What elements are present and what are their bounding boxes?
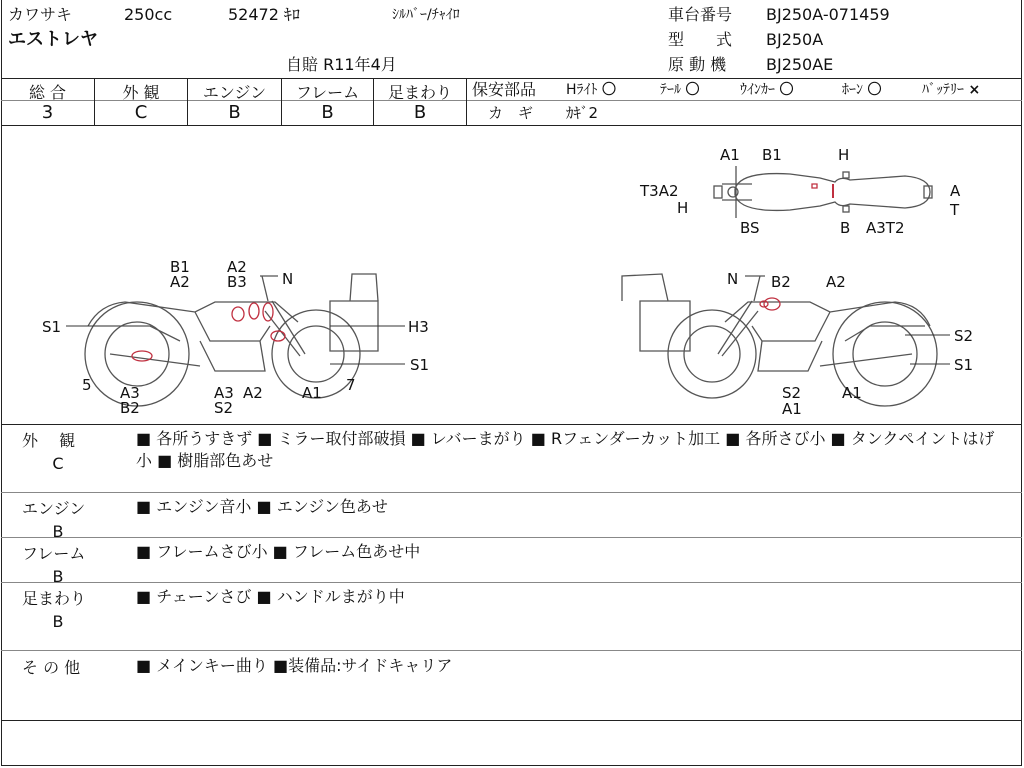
bike-diagram bbox=[0, 126, 1022, 424]
safety-winker: ｳｲﾝｶｰ 〇 bbox=[740, 82, 794, 98]
label-left-7: 7 bbox=[346, 376, 356, 394]
engine-value: BJ250AE bbox=[766, 55, 834, 74]
label-top-a1: A1 bbox=[720, 146, 740, 164]
label-top-bs: BS bbox=[740, 219, 760, 237]
safety-tail: ﾃｰﾙ 〇 bbox=[660, 82, 700, 98]
grade-label-engine: エンジン bbox=[202, 83, 267, 102]
label-right-s1: S1 bbox=[954, 356, 974, 374]
safety-battery: ﾊﾞｯﾃﾘｰ × bbox=[922, 82, 981, 98]
note-label-exterior: 外 観 C bbox=[22, 428, 94, 473]
safety-horn-mark: 〇 bbox=[867, 82, 882, 98]
label-left-s1: S1 bbox=[42, 318, 62, 336]
divider bbox=[1, 650, 1022, 651]
label-top-t: T bbox=[950, 201, 960, 219]
label-left-h3: H3 bbox=[408, 318, 429, 336]
grade-value-suspension: B bbox=[413, 102, 427, 123]
label-top-h2: H bbox=[677, 199, 689, 217]
divider bbox=[1, 582, 1022, 583]
engine-label: 原 動 機 bbox=[668, 55, 727, 74]
insurance: 自賠 R11年4月 bbox=[286, 55, 397, 74]
label-left-s2: S2 bbox=[214, 399, 234, 417]
note-grade-suspension: B bbox=[52, 612, 64, 631]
grade-label-exterior: 外 観 bbox=[122, 83, 160, 102]
note-grade-engine: B bbox=[52, 522, 64, 541]
model-name: エストレヤ bbox=[8, 29, 98, 50]
safety-headlight-mark: 〇 bbox=[601, 82, 616, 98]
safety-horn: ﾎｰﾝ 〇 bbox=[842, 82, 882, 98]
note-grade-frame: B bbox=[52, 567, 64, 586]
divider bbox=[1, 720, 1022, 721]
note-text-frame: ■ フレームさび小 ■ フレーム色あせ中 bbox=[136, 542, 421, 561]
note-text-exterior: ■ 各所うすきず ■ ミラー取付部破損 ■ レバーまがり ■ Rフェンダーカット加工 ■ 各所さび小 ■ タンクペイントはげ小 ■ 樹脂部色あせ bbox=[136, 429, 995, 470]
label-left-b2: B2 bbox=[120, 399, 140, 417]
label-left-5: 5 bbox=[82, 376, 92, 394]
grade-value-exterior: C bbox=[134, 102, 148, 123]
note-label-other: そ の 他 bbox=[22, 658, 81, 677]
type-label: 型 式 bbox=[668, 30, 733, 49]
grade-label-frame: フレーム bbox=[295, 83, 360, 102]
type-value: BJ250A bbox=[766, 30, 824, 49]
note-text-engine: ■ エンジン音小 ■ エンジン色あせ bbox=[136, 497, 388, 516]
label-left-a3b: A3 bbox=[214, 384, 234, 402]
label-left-b3: B3 bbox=[227, 273, 247, 291]
label-right-n: N bbox=[727, 270, 739, 288]
label-left-s1b: S1 bbox=[410, 356, 430, 374]
divider bbox=[466, 78, 467, 125]
label-right-a1: A1 bbox=[782, 400, 802, 418]
displacement: 250cc bbox=[124, 5, 173, 24]
label-right-b2: B2 bbox=[771, 273, 791, 291]
grade-value-engine: B bbox=[228, 102, 241, 123]
safety-tail-mark: 〇 bbox=[685, 82, 700, 98]
grade-label-suspension: 足まわり bbox=[387, 83, 452, 102]
divider bbox=[1, 78, 1022, 79]
note-label-engine: エンジン B bbox=[22, 496, 94, 541]
right-side-bike bbox=[622, 274, 937, 406]
safety-label: 保安部品 bbox=[472, 80, 537, 99]
key-value: ｶｷﾞ2 bbox=[566, 104, 599, 122]
divider bbox=[467, 100, 1022, 101]
note-grade-exterior: C bbox=[52, 454, 64, 473]
top-view-bike bbox=[714, 166, 932, 218]
label-left-a2: A2 bbox=[170, 273, 190, 291]
note-label-frame: フレーム B bbox=[22, 541, 94, 586]
label-left-a2c: A2 bbox=[243, 384, 263, 402]
grade-value-frame: B bbox=[321, 102, 334, 123]
key-label: カ ギ bbox=[488, 104, 534, 122]
label-top-b1: B1 bbox=[762, 146, 782, 164]
note-label-suspension: 足まわり B bbox=[22, 586, 94, 631]
safety-battery-mark: × bbox=[968, 82, 981, 98]
color: ｼﾙﾊﾞｰ/ﾁｬｲﾛ bbox=[392, 7, 460, 23]
grade-label-overall: 総 合 bbox=[28, 83, 67, 102]
label-right-s2: S2 bbox=[954, 327, 974, 345]
frame-no-label: 車台番号 bbox=[668, 5, 733, 24]
label-right-s2b: S2 bbox=[782, 384, 802, 402]
label-right-a1b: A1 bbox=[842, 384, 862, 402]
label-right-a2: A2 bbox=[826, 273, 846, 291]
label-left-n: N bbox=[282, 270, 294, 288]
label-left-a1: A1 bbox=[302, 384, 322, 402]
label-top-h: H bbox=[838, 146, 850, 164]
label-left-b1: B1 bbox=[170, 258, 190, 276]
label-top-b: B bbox=[840, 219, 851, 237]
label-left-a2b: A2 bbox=[227, 258, 247, 276]
divider bbox=[1, 492, 1022, 493]
safety-headlight: Hﾗｲﾄ 〇 bbox=[566, 82, 616, 98]
label-top-a3t2: A3T2 bbox=[866, 219, 905, 237]
safety-winker-mark: 〇 bbox=[779, 82, 794, 98]
frame-no: BJ250A-071459 bbox=[766, 5, 890, 24]
divider bbox=[1, 424, 1022, 425]
label-top-a: A bbox=[950, 182, 961, 200]
maker: カワサキ bbox=[8, 5, 73, 24]
note-text-other: ■ メインキー曲り ■装備品:サイドキャリア bbox=[136, 656, 453, 675]
label-left-a3: A3 bbox=[120, 384, 140, 402]
grade-value-overall: 3 bbox=[41, 102, 54, 123]
note-text-suspension: ■ チェーンさび ■ ハンドルまがり中 bbox=[136, 587, 405, 606]
label-top-t3a2: T3A2 bbox=[640, 182, 679, 200]
mileage: 52472 ｷﾛ bbox=[228, 5, 300, 24]
divider bbox=[1, 537, 1022, 538]
